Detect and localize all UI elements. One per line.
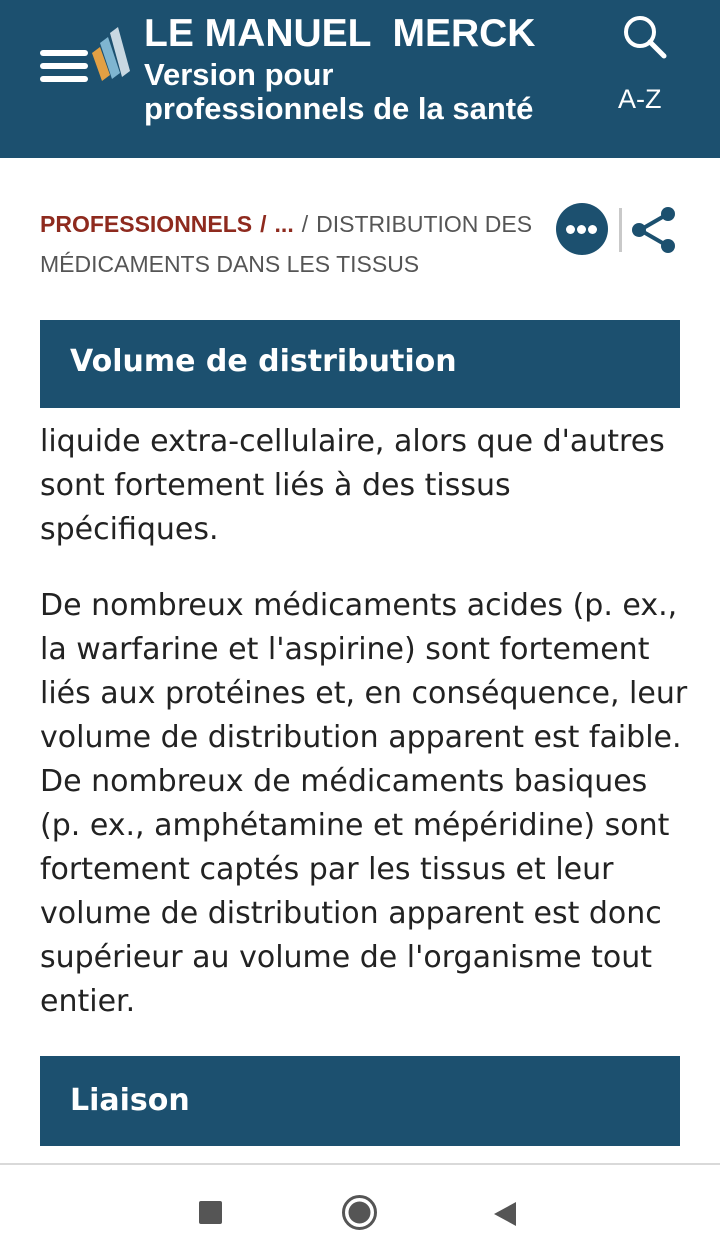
breadcrumb — [40, 204, 540, 284]
share-icon[interactable] — [628, 204, 680, 256]
menu-icon[interactable] — [40, 50, 88, 84]
subtitle-line-2: professionnels de la santé — [144, 91, 534, 126]
az-index-button[interactable]: A-Z — [618, 84, 662, 114]
more-horizontal-icon — [566, 225, 575, 234]
dot — [577, 225, 586, 234]
square-icon[interactable] — [199, 1201, 222, 1224]
body-paragraph: liquide extra-cellulaire, alors que d'autres sont fortement liés à des tissus spécifiques. — [40, 424, 665, 547]
dot — [588, 225, 597, 234]
breadcrumb-root-link[interactable]: PROFESSIONNELS — [40, 211, 253, 237]
breadcrumb-separator: / — [260, 211, 267, 237]
section-header-volume-distribution[interactable]: Volume de distribution — [40, 320, 680, 408]
book-logo-icon[interactable] — [90, 25, 140, 85]
body-paragraph: De nombreux médicaments acides (p. ex., la warfarine et l'aspirine) sont fortement liés aux protéines et, en conséquence, leur volume de distribution apparent est faible. De nombreux de médicaments basiques (p. ex., amphétamine et mépéridine) sont fortement captés par les tissus et leur volume de distribution apparent est donc supérieur au volume de l'organisme tout entier. — [40, 588, 688, 1019]
more-options-button[interactable] — [556, 203, 608, 255]
app-title[interactable]: LE MANUEL MERCK — [144, 12, 536, 55]
back-triangle-icon[interactable] — [492, 1200, 518, 1228]
app-subtitle — [144, 58, 533, 126]
divider — [619, 208, 622, 252]
search-icon[interactable] — [620, 12, 670, 62]
breadcrumb-ellipsis-link[interactable]: ... — [274, 211, 294, 237]
breadcrumb-current: DISTRIBUTION DES MÉDICAMENTS DANS LES TISSUS — [40, 211, 533, 277]
system-nav-bar — [0, 1163, 720, 1259]
subtitle-line-1: Version pour — [144, 57, 334, 92]
section-header-liaison[interactable]: Liaison — [40, 1056, 680, 1146]
app-header — [0, 0, 720, 158]
breadcrumb-separator: / — [301, 211, 309, 237]
home-circle-icon[interactable] — [341, 1194, 378, 1231]
